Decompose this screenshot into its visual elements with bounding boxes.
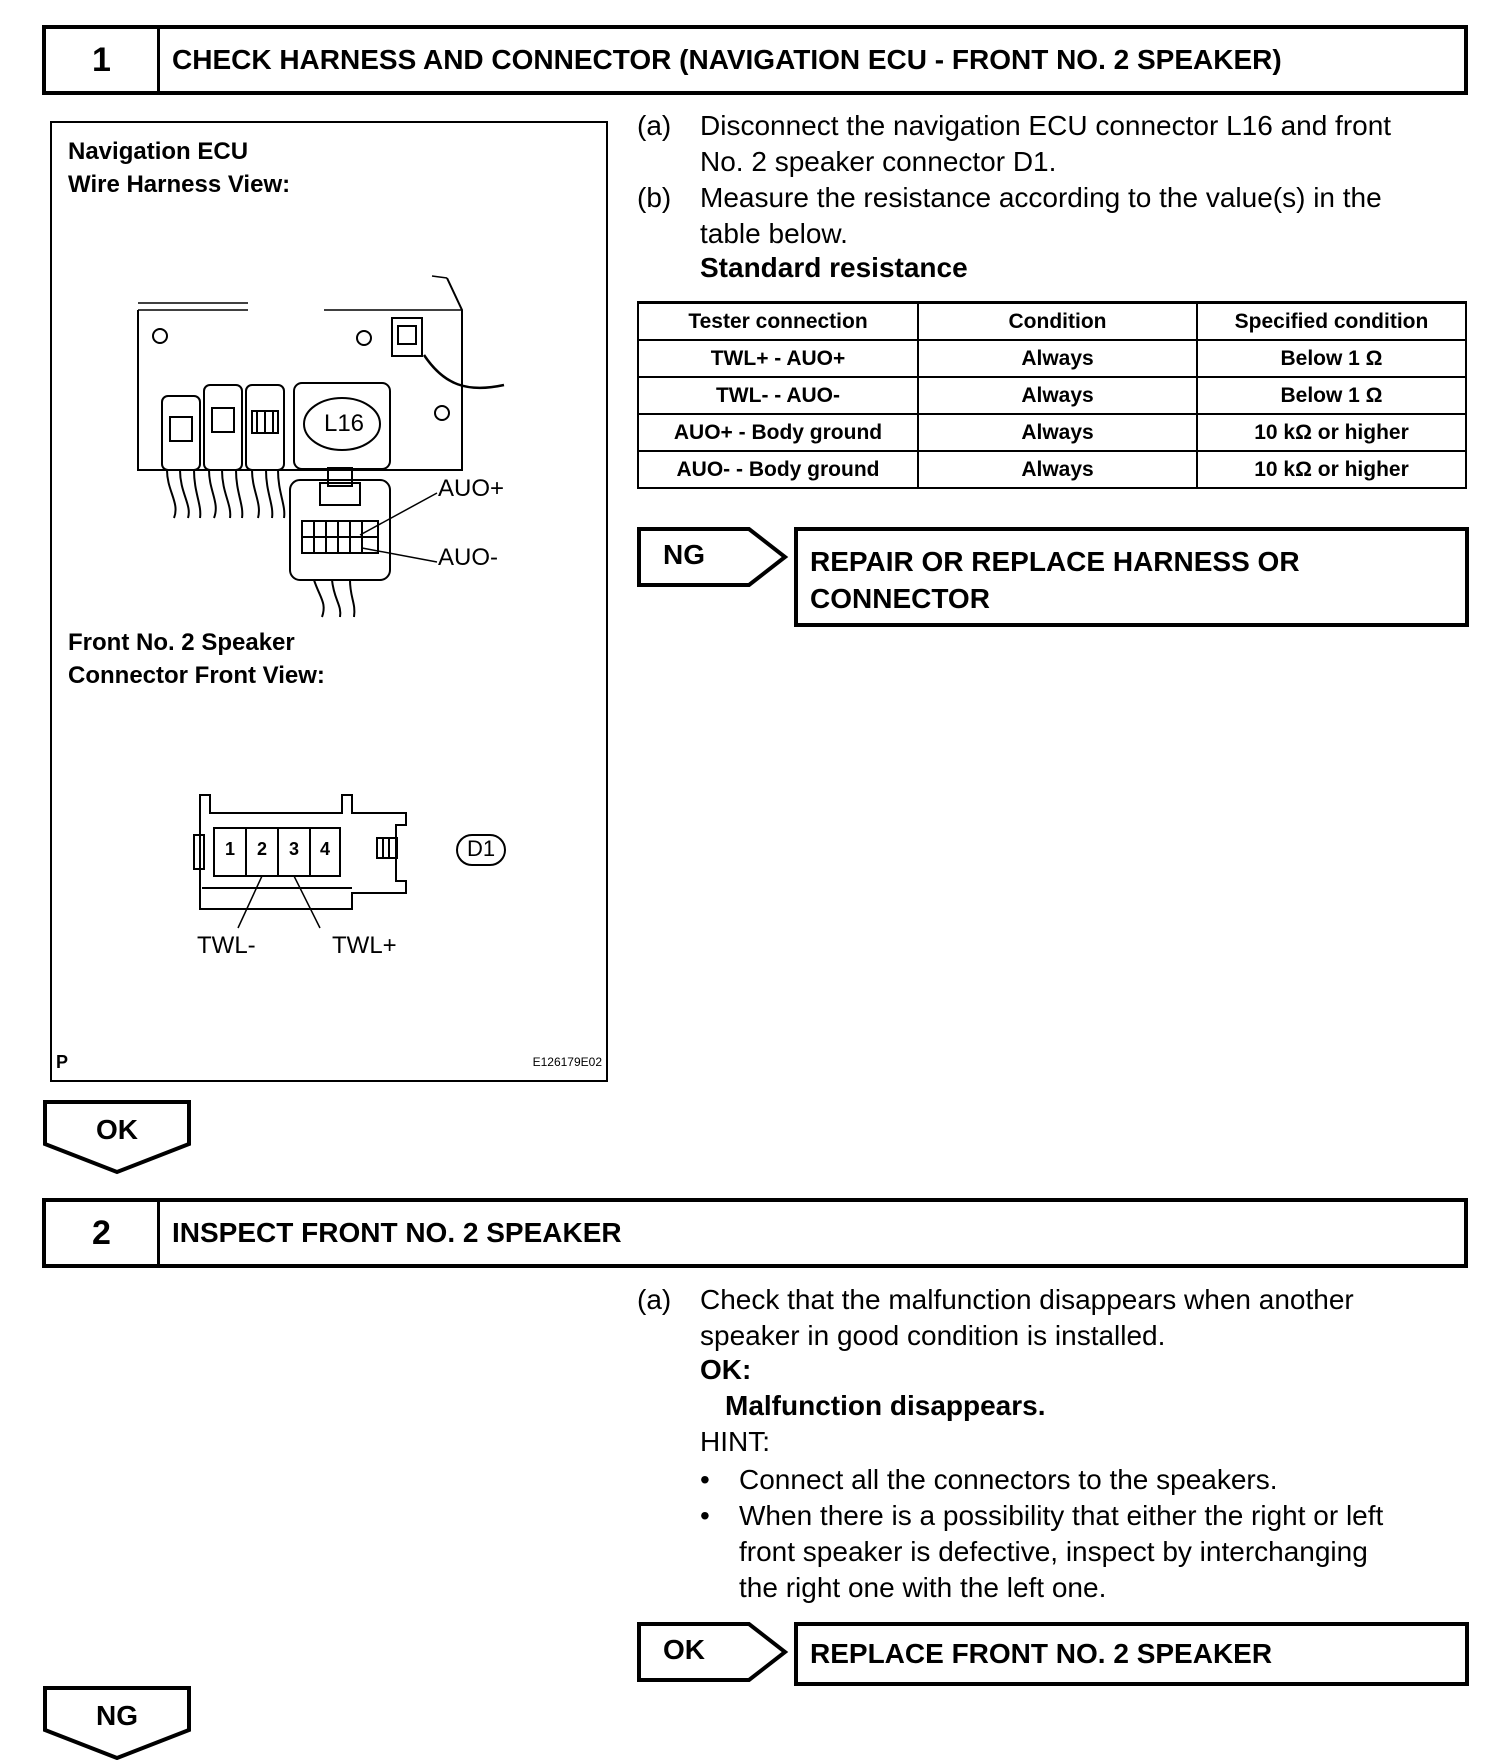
connector-figure — [50, 121, 608, 1082]
step-2-title: INSPECT FRONT NO. 2 SPEAKER — [172, 1217, 622, 1248]
pin-3: 3 — [288, 839, 299, 859]
table-header: Condition — [918, 303, 1197, 341]
step-1-header — [42, 25, 1468, 95]
table-cell: Always — [918, 340, 1197, 377]
bullet-mark: • — [700, 1464, 710, 1495]
step-1-number: 1 — [46, 29, 160, 91]
step-1-title: CHECK HARNESS AND CONNECTOR (NAVIGATION ECU - FRONT NO. 2 SPEAKER) — [172, 44, 1282, 75]
table-cell: 10 kΩ or higher — [1197, 414, 1466, 451]
repair-harness-action: REPAIR OR REPLACE HARNESS OR CONNECTOR — [794, 527, 1469, 627]
ok-arrow-right — [637, 1622, 789, 1682]
ng-arrow-label: NG — [663, 539, 705, 570]
step-2-number: 2 — [46, 1202, 160, 1264]
table-header: Tester connection — [638, 303, 918, 341]
ng-arrow-right — [637, 527, 789, 587]
table-cell: Always — [918, 451, 1197, 488]
pin-4: 4 — [319, 839, 330, 859]
table-cell: Below 1 Ω — [1197, 340, 1466, 377]
connector-diagram — [52, 123, 606, 1080]
hint-label: HINT: — [700, 1426, 770, 1457]
table-cell: 10 kΩ or higher — [1197, 451, 1466, 488]
figure-corner-mark: P — [56, 1052, 69, 1072]
table-cell: TWL- - AUO- — [638, 377, 918, 414]
table-row — [638, 414, 1466, 451]
table-header: Specified condition — [1197, 303, 1466, 341]
auo-plus-label: AUO+ — [438, 475, 505, 502]
ok-value: Malfunction disappears. — [725, 1390, 1046, 1421]
standard-resistance-heading: Standard resistance — [700, 252, 968, 283]
table-row — [638, 377, 1466, 414]
table-row — [638, 451, 1466, 488]
table-cell: AUO- - Body ground — [638, 451, 918, 488]
step-2-header — [42, 1198, 1468, 1268]
ok-heading: OK: — [700, 1354, 752, 1385]
table-cell: Always — [918, 377, 1197, 414]
ok-arrow-right-label: OK — [663, 1634, 705, 1665]
table-cell: TWL+ - AUO+ — [638, 340, 918, 377]
ecu-label: Navigation ECU Wire Harness View: — [68, 138, 291, 198]
ng-arrow-down-label: NG — [96, 1700, 138, 1731]
pin-2: 2 — [256, 839, 267, 859]
replace-speaker-action: REPLACE FRONT NO. 2 SPEAKER — [794, 1622, 1469, 1686]
figure-id: E126179E02 — [532, 1055, 602, 1069]
table-cell: Always — [918, 414, 1197, 451]
twl-plus-label: TWL+ — [332, 932, 397, 959]
speaker-label: Front No. 2 Speaker Connector Front View: — [68, 629, 325, 689]
resistance-table — [637, 301, 1467, 489]
table-cell: Below 1 Ω — [1197, 377, 1466, 414]
speaker-connector-label: D1 — [466, 836, 496, 861]
twl-minus-label: TWL- — [197, 932, 256, 959]
table-cell: AUO+ - Body ground — [638, 414, 918, 451]
pin-1: 1 — [224, 839, 235, 859]
table-row — [638, 340, 1466, 377]
ecu-connector-label: L16 — [323, 410, 365, 437]
ok-arrow-label: OK — [96, 1114, 138, 1145]
auo-minus-label: AUO- — [438, 544, 498, 571]
bullet-mark: • — [700, 1500, 710, 1531]
